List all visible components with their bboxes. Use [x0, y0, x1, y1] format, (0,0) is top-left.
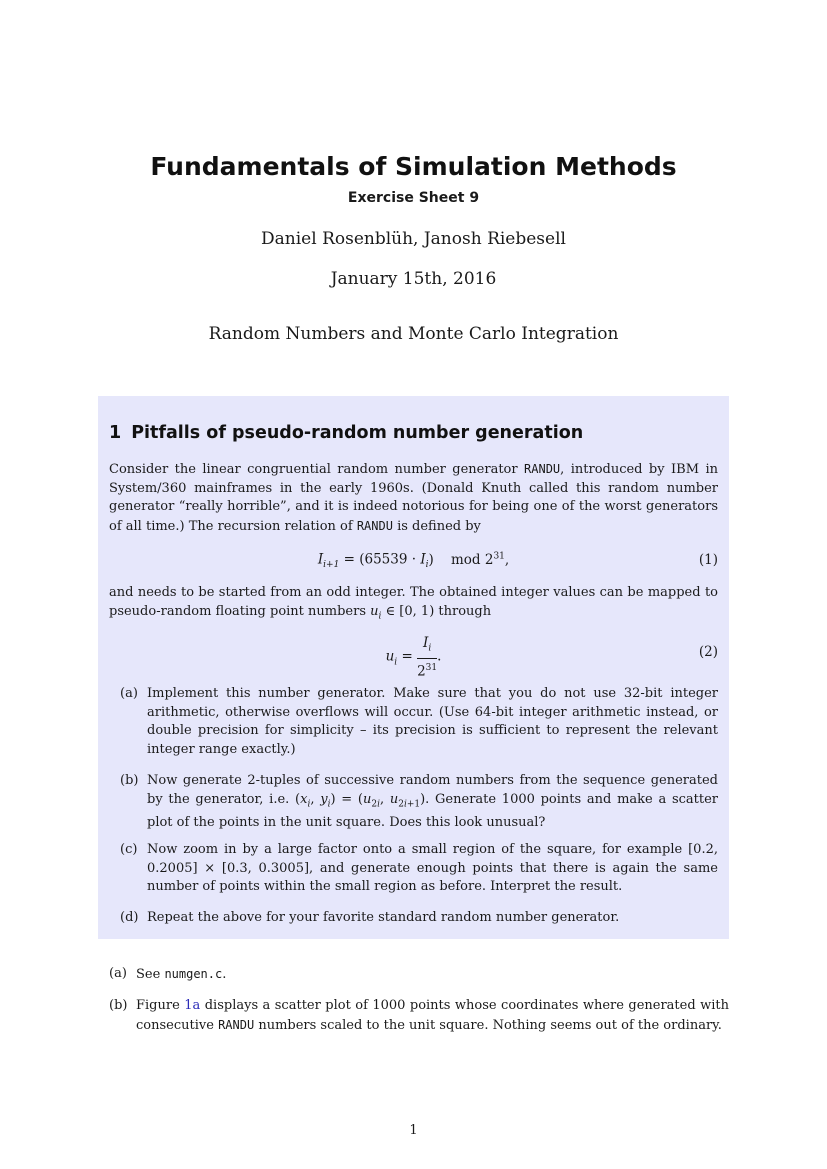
document-title: Fundamentals of Simulation Methods: [150, 152, 677, 181]
answer-b: [109, 997, 729, 1035]
answer-label: (b): [109, 998, 128, 1013]
document-subtitle: Exercise Sheet 9: [347, 190, 480, 206]
equation-1-number: (1): [698, 552, 718, 568]
equation-1-body: $I_{i+1} = (65539 \cdot I_i)$ mod $2^{31}$,: [317, 551, 510, 571]
question-label: (d): [120, 910, 139, 925]
section-title: Pitfalls of pseudo-random number generation: [131, 423, 584, 443]
answer-text: .: [222, 967, 227, 982]
equation-2-body: $u_i$ = $\frac{I_i}{2^{31}}$ .: [385, 635, 442, 680]
intro-paragraph: [109, 460, 718, 536]
code-filename: numgen.c: [164, 967, 223, 981]
answer-text: Figure: [136, 998, 185, 1013]
question-text: Now generate 2-tuples of successive random numbers from the sequence generated by the generator, i.e. ($x_i$, $y_i) = (u_{2i}$, $u_{2i+1}$). Generate 1000 points and make a scatter plot of the points in the unit square. Does this look unusual?: [147, 773, 719, 830]
question-text: Repeat the above for your favorite standard random number generator.: [147, 910, 620, 925]
code-randu: RANDU: [524, 462, 561, 476]
section-number: 1: [109, 423, 122, 443]
figure-reference-link[interactable]: 1a: [184, 998, 201, 1013]
answer-text: displays a scatter plot of 1000 points whose coordinates where generated with consecutive: [136, 998, 729, 1033]
answer-text: See: [136, 967, 165, 982]
question-c: [120, 841, 718, 897]
question-label: (c): [120, 842, 138, 857]
intro-text-3: is defined by: [392, 518, 481, 534]
document-topic: Random Numbers and Monte Carlo Integration: [208, 324, 619, 344]
question-label: (b): [120, 773, 139, 788]
intro-text-1: Consider the linear congruential random number generator: [109, 462, 525, 477]
intro-text-2: , introduced by IBM in System/360 mainframes in the early 1960s. (Donald Knuth called this random number generator “really horrible”, and it is indeed notorious for being one of the worst generators of all time.) The recursion relation of: [109, 462, 718, 534]
question-label: (a): [120, 686, 138, 701]
document-date: January 15th, 2016: [330, 269, 497, 289]
page-number: 1: [409, 1123, 418, 1138]
code-randu: RANDU: [356, 518, 393, 533]
question-b: [120, 772, 719, 832]
section-heading: [109, 423, 583, 443]
question-d: [120, 909, 718, 928]
equation-2-number: (2): [698, 644, 718, 660]
answer-text: numbers scaled to the unit square. Nothing seems out of the ordinary.: [254, 1017, 722, 1033]
code-randu: RANDU: [218, 1017, 255, 1032]
answer-a: [109, 965, 729, 985]
between-paragraph: and needs to be started from an odd integer. The obtained integer values can be mapped to pseudo-random floating point numbers $u_i$ ∈ [0, 1) through: [109, 585, 718, 622]
question-a: [120, 685, 718, 759]
answer-label: (a): [109, 966, 127, 981]
question-text: Now zoom in by a large factor onto a small region of the square, for example [0.2, 0.2005] × [0.3, 0.3005], and generate enough points that there is again the same number of points within the small region as before. Interpret the result.: [147, 842, 718, 894]
question-text: Implement this number generator. Make sure that you do not use 32-bit integer arithmetic, otherwise overflows will occur. (Use 64-bit integer arithmetic instead, or double precision for simplicity – its precision is sufficient to represent the relevant integer range exactly.): [147, 686, 718, 757]
document-authors: Daniel Rosenblüh, Janosh Riebesell: [261, 229, 566, 249]
